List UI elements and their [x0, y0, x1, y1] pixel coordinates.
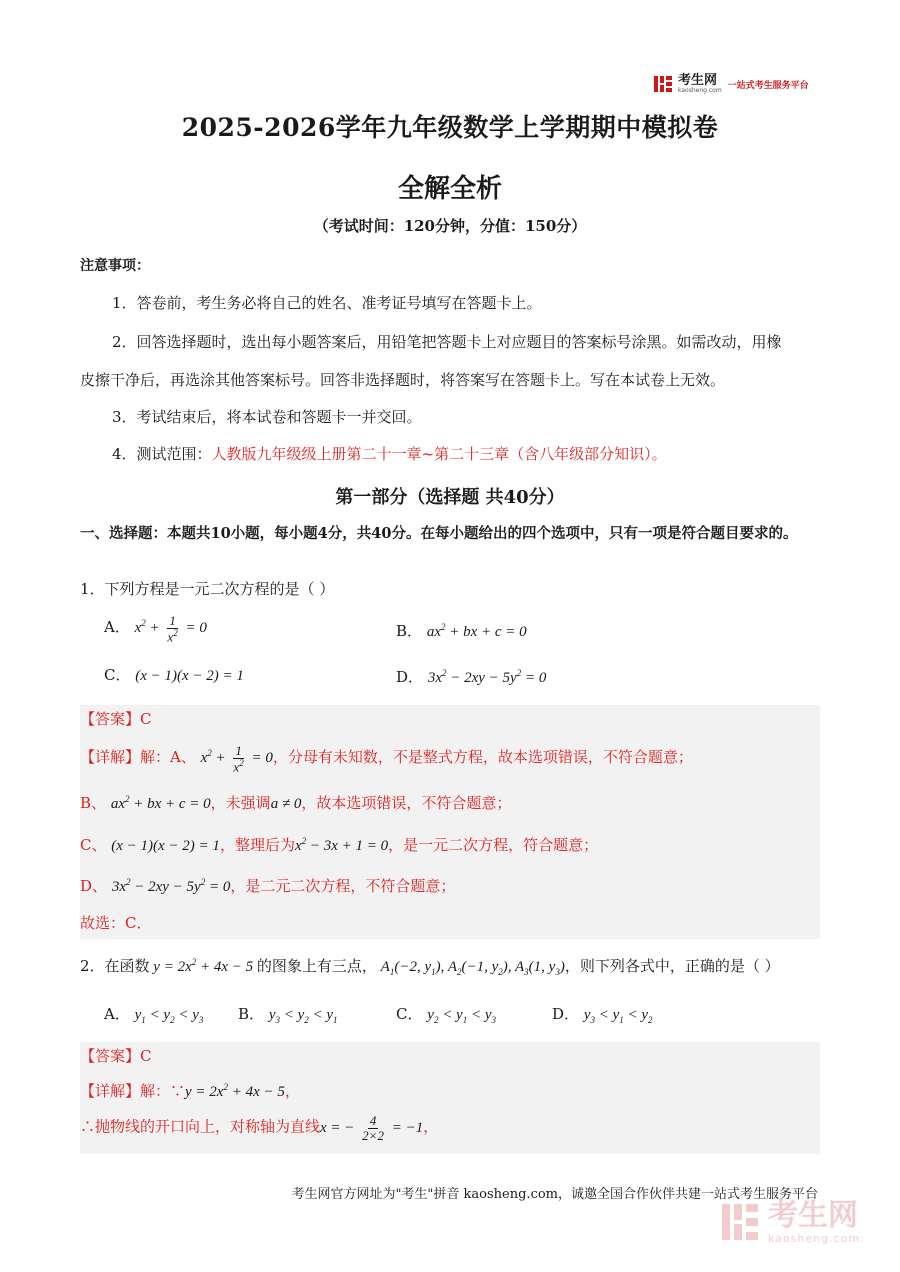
logo-slogan: 一站式考生服务平台 — [727, 80, 809, 91]
document-subtitle: 全解全析 — [397, 174, 502, 204]
question-type-description: 一、选择题：本题共10小题，每小题4分，共40分。在每小题给出的四个选项中，只有一项是符合题目要求的。 — [80, 525, 798, 542]
kaosheng-watermark-icon — [718, 1200, 762, 1244]
q1-stem: 1．下列方程是一元二次方程的是（ ） — [80, 580, 335, 598]
footer-text: 考生网官方网址为"考生"拼音 kaosheng.com，诚邀全国合作伙伴共建一站式考生服务平台 — [291, 1187, 818, 1202]
notice-item-3: 3．考试结束后，将本试卷和答题卡一并交回。 — [112, 408, 422, 426]
notice-item-4-label: 4．测试范围： — [112, 445, 212, 463]
q1-option-a-equation: $x^2$ + $\frac{1}{x^2}$ = 0 — [134, 613, 207, 644]
q2-option-a: A． $y_1 < y_2 < y_3$ — [104, 1005, 204, 1025]
q1-option-d: D． $3x^2 - 2xy - 5y^2 = 0$ — [396, 668, 547, 686]
q1-option-b: B． $ax^2$ + bx + c = 0 — [396, 622, 527, 640]
q2-detail-1: 【详解】解：∵y = $2x^2 + 4x - 5$， — [80, 1082, 300, 1100]
q2-detail-2: ∴抛物线的开口向上，对称轴为直线x = − $\frac{4}{2\times 2}$ = −1， — [80, 1113, 439, 1143]
q1-option-b-equation: $ax^2$ + bx + c = 0 — [426, 622, 527, 640]
notice-item-4 — [112, 443, 667, 464]
q1-detail-a: 【详解】解：A、 $x^2$ + $\frac{1}{x^2}$ = 0，分母有未知数，不是整式方程，故本选项错误，不符合题意； — [80, 743, 693, 774]
q1-option-a: A． $x^2$ + $\frac{1}{x^2}$ = 0 — [104, 613, 207, 644]
q2-option-b: B． $y_3 < y_2 < y_1$ — [238, 1005, 338, 1025]
watermark-name: 考生网 — [768, 1197, 858, 1233]
document-title: 2025-2026学年九年级数学上学期期中模拟卷 — [181, 113, 719, 142]
q2-answer: 【答案】C — [80, 1047, 152, 1065]
q1-option-d-equation: $3x^2 - 2xy - 5y^2 = 0$ — [427, 668, 547, 686]
q1-answer-box — [80, 705, 820, 939]
notice-item-1: 1．答卷前，考生务必将自己的姓名、准考证号填写在答题卡上。 — [112, 294, 542, 312]
q1-option-c: C． (x − 1)(x − 2) = 1 — [104, 666, 244, 684]
q1-choose: 故选：C． — [80, 914, 152, 932]
q1-answer: 【答案】C — [80, 710, 152, 728]
logo-name: 考生网 — [678, 73, 718, 88]
q1-detail-c: C、 (x − 1)(x − 2) = 1，整理后为$x^2 - 3x + 1 = 0$，是一元二次方程，符合题意； — [80, 836, 599, 854]
q2-option-d: D． $y_3 < y_1 < y_2$ — [552, 1005, 653, 1025]
q2-option-c: C． $y_2 < y_1 < y_3$ — [396, 1005, 496, 1025]
watermark — [718, 1197, 861, 1245]
header-logo — [652, 71, 809, 97]
notice-item-2: 2．回答选择题时，选出每小题答案后，用铅笔把答题卡上对应题目的答案标号涂黑。如需改动，用橡 — [112, 333, 782, 351]
q2-stem: 2．在函数 $y = 2x^2 + 4x - 5$ 的图象上有三点， $A_1(-2$, $y_1$), $A_2(-1$, $y_2$), $A_3(1$, $y_3$)，则下列各式中，正确的是（ ） — [80, 957, 780, 977]
exam-meta: （考试时间：120分钟，分值：150分） — [313, 217, 587, 235]
notice-item-2-cont: 皮擦干净后，再选涂其他答案标号。回答非选择题时，将答案写在答题卡上。写在本试卷上无效。 — [80, 371, 726, 389]
q1-detail-d: D、 $3x^2 - 2xy - 5y^2 = 0$，是二元二次方程，不符合题意； — [80, 877, 456, 895]
logo-domain: kaosheng.com — [678, 87, 722, 94]
q1-detail-b: B、 $ax^2$ + bx + c = 0，未强调a ≠ 0，故本选项错误，不符合题意； — [80, 794, 512, 812]
q1-option-c-equation: (x − 1)(x − 2) = 1 — [135, 668, 244, 684]
notice-title: 注意事项： — [80, 258, 150, 274]
kaosheng-logo-icon — [652, 73, 674, 95]
watermark-domain: kaosheng.com — [768, 1231, 861, 1245]
test-scope: 人教版九年级级上册第二十一章~第二十三章（含八年级部分知识）。 — [211, 445, 667, 463]
section-title: 第一部分（选择题 共40分） — [335, 487, 565, 508]
